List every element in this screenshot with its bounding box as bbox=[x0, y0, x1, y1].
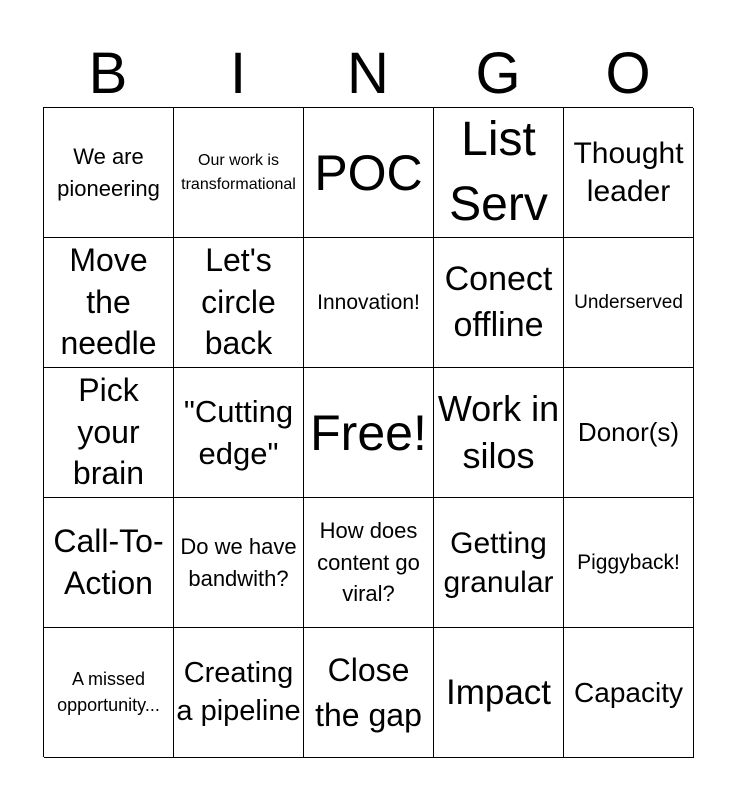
cell-label: Capacity bbox=[574, 676, 683, 708]
bingo-cell[interactable] bbox=[44, 628, 174, 758]
bingo-cell[interactable] bbox=[44, 498, 174, 628]
cell-label: Do we have bandwith? bbox=[180, 533, 297, 591]
cell-label: How does content go viral? bbox=[317, 517, 420, 607]
bingo-cell[interactable] bbox=[304, 498, 434, 628]
cell-label: Pick your brain bbox=[72, 372, 145, 492]
bingo-board bbox=[43, 107, 693, 757]
header-letter-n: N bbox=[347, 41, 389, 106]
cell-label: Work in silos bbox=[437, 387, 560, 476]
bingo-cell[interactable] bbox=[174, 628, 304, 758]
bingo-cell[interactable] bbox=[434, 628, 564, 758]
cell-label: Piggyback! bbox=[577, 550, 680, 574]
cell-label: Free! bbox=[310, 404, 427, 461]
cell-label: Let's circle back bbox=[201, 242, 276, 362]
bingo-cell[interactable] bbox=[434, 498, 564, 628]
cell-label: Call-To-Action bbox=[53, 522, 164, 601]
bingo-cell[interactable] bbox=[434, 368, 564, 498]
cell-label: POC bbox=[314, 144, 423, 201]
header-letter-o: O bbox=[605, 41, 651, 106]
bingo-cell[interactable] bbox=[174, 368, 304, 498]
bingo-header bbox=[43, 42, 693, 106]
cell-label: Our work is transformational bbox=[181, 151, 296, 193]
bingo-cell[interactable] bbox=[174, 108, 304, 238]
bingo-cell[interactable] bbox=[304, 628, 434, 758]
header-letter-b: B bbox=[88, 41, 128, 106]
cell-label: Thought leader bbox=[573, 137, 684, 208]
bingo-cell[interactable] bbox=[44, 238, 174, 368]
bingo-cell[interactable] bbox=[174, 238, 304, 368]
bingo-cell[interactable] bbox=[44, 108, 174, 238]
bingo-cell[interactable] bbox=[564, 368, 694, 498]
bingo-cell[interactable] bbox=[304, 108, 434, 238]
bingo-cell[interactable] bbox=[304, 368, 434, 498]
bingo-cell[interactable] bbox=[174, 498, 304, 628]
cell-label: Conect offline bbox=[444, 259, 553, 344]
bingo-cell[interactable] bbox=[304, 238, 434, 368]
bingo-cell[interactable] bbox=[434, 238, 564, 368]
bingo-cell[interactable] bbox=[564, 238, 694, 368]
cell-label: Innovation! bbox=[317, 290, 420, 314]
header-letter-i: I bbox=[229, 41, 247, 106]
cell-label: Creating a pipeline bbox=[176, 656, 301, 727]
cell-label: Close the gap bbox=[315, 651, 422, 733]
cell-label: A missed opportunity... bbox=[57, 669, 160, 715]
bingo-cell[interactable] bbox=[564, 628, 694, 758]
bingo-cell[interactable] bbox=[44, 368, 174, 498]
cell-label: Move the needle bbox=[60, 242, 157, 362]
cell-label: Donor(s) bbox=[577, 416, 680, 447]
cell-label: Getting granular bbox=[443, 526, 554, 599]
cell-label: Impact bbox=[445, 672, 552, 712]
bingo-cell[interactable] bbox=[434, 108, 564, 238]
bingo-cell[interactable] bbox=[564, 498, 694, 628]
bingo-cell[interactable] bbox=[564, 108, 694, 238]
header-letter-g: G bbox=[475, 41, 521, 106]
cell-label: "Cutting edge" bbox=[183, 393, 294, 471]
cell-label: We are pioneering bbox=[57, 143, 160, 201]
cell-label: List Serv bbox=[449, 112, 548, 231]
cell-label: Underserved bbox=[574, 291, 683, 313]
